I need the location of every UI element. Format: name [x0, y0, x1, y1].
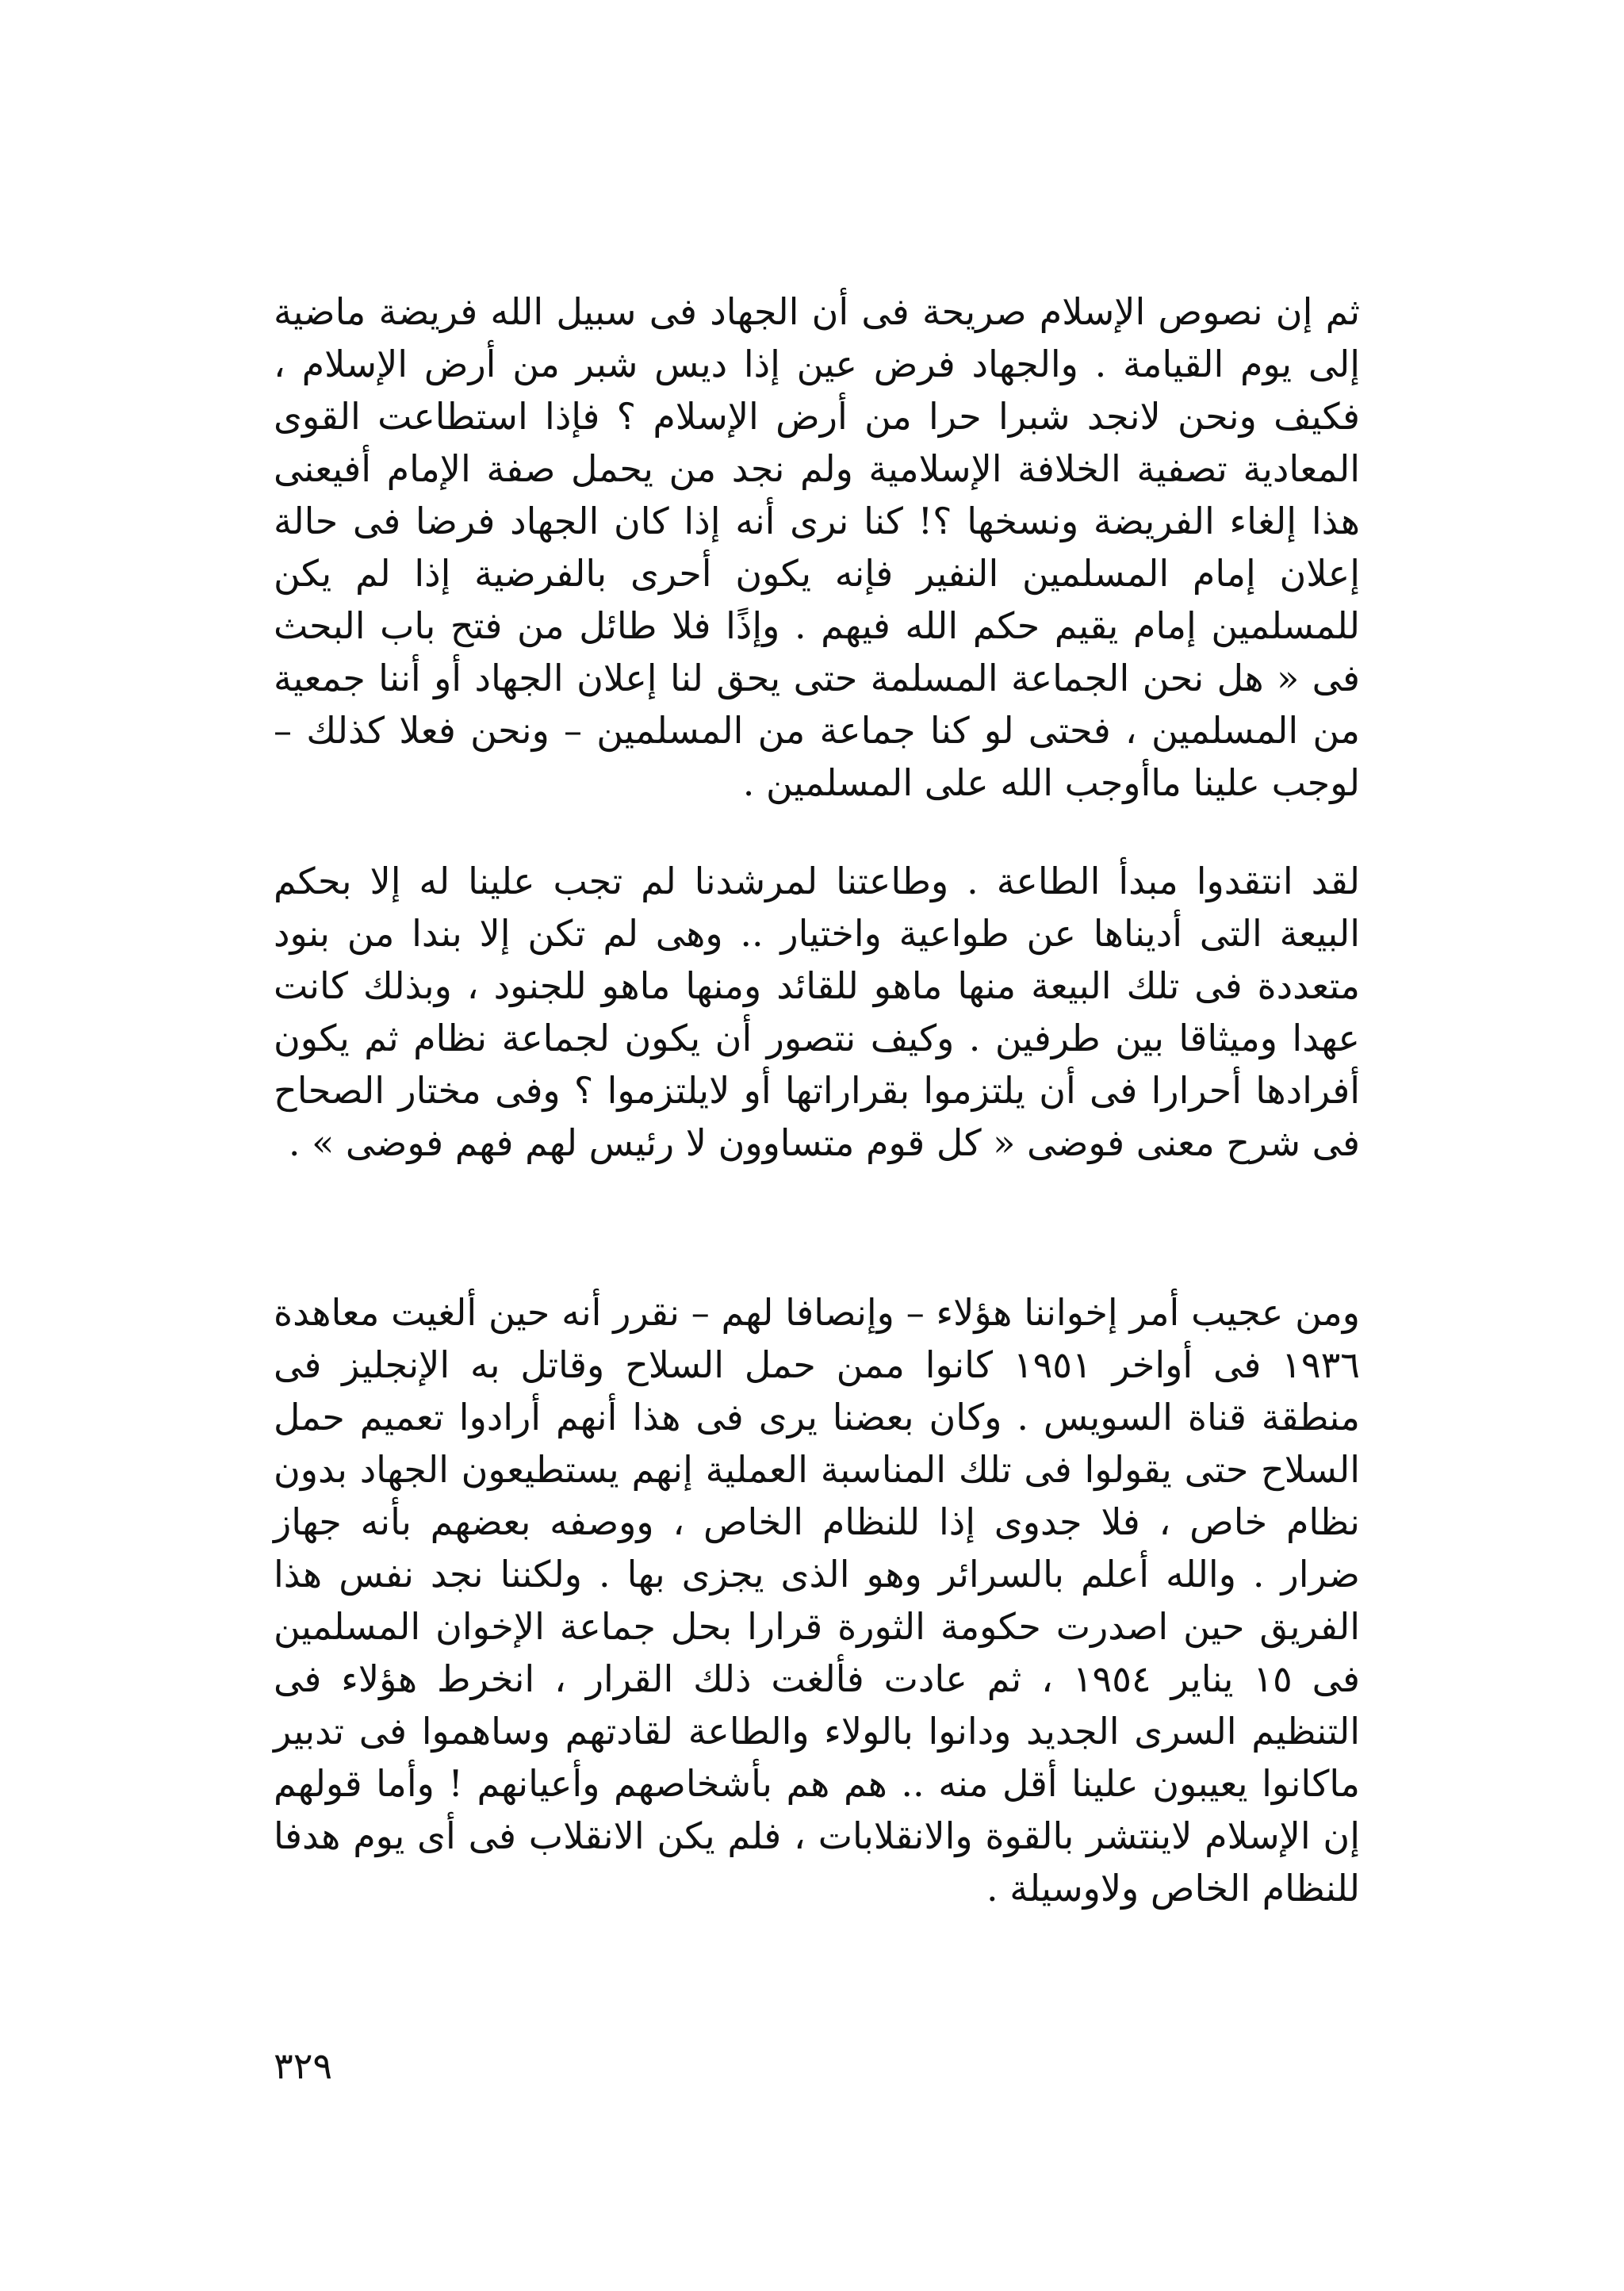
paragraph-1: ثم إن نصوص الإسلام صريحة فى أن الجهاد فى سبيل الله فريضة ماضية إلى يوم القيامة . والجهاد فرض عين إذا ديس شبر من أرض الإسلام ، فكيف ونحن لانجد شبرا حرا من أرض الإسلام ؟ فإذا استطاعت القوى المعادية تصفية الخلافة الإسلامية ولم نجد من يحمل صفة الإمام أفيعنى هذا إلغاء الفريضة ونسخها ؟! كنا نرى أنه إذا كان الجهاد فرضا فى حالة إعلان إمام المسلمين النفير فإنه يكون أحرى بالفرضية إذا لم يكن للمسلمين إمام يقيم حكم الله فيهم . وإذًا فلا طائل من فتح باب البحث فى « هل نحن الجماعة المسلمة حتى يحق لنا إعلان الجهاد أو أننا جمعية من المسلمين ، فحتى لو كنا جماعة من المسلمين – ونحن فعلا كذلك – لوجب علينا ماأوجب الله على المسلمين . — [274, 290, 1360, 804]
paragraph-3: ومن عجيب أمر إخواننا هؤلاء – وإنصافا لهم – نقرر أنه حين ألغيت معاهدة ١٩٣٦ فى أواخر ١٩٥١ كانوا ممن حمل السلاح وقاتل به الإنجليز فى منطقة قناة السويس . وكان بعضنا يرى فى هذا أنهم أرادوا تعميم حمل السلاح حتى يقولوا فى تلك المناسبة العملية إنهم يستطيعون الجهاد بدون نظام خاص ، فلا جدوى إذا للنظام الخاص ، ووصفه بعضهم بأنه جهاز ضرار . والله أعلم بالسرائر وهو الذى يجزى بها . ولكننا نجد نفس هذا الفريق حين اصدرت حكومة الثورة قرارا بحل جماعة الإخوان المسلمين فى ١٥ يناير ١٩٥٤ ، ثم عادت فألغت ذلك القرار ، انخرط هؤلاء فى التنظيم السرى الجديد ودانوا بالولاء والطاعة لقادتهم وساهموا فى تدبير ماكانوا يعيبون علينا أقل منه .. هم هم بأشخاصهم وأعيانهم ! وأما قولهم إن الإسلام لاينتشر بالقوة والانقلابات ، فلم يكن الانقلاب فى أى يوم هدفا للنظام الخاص ولاوسيلة . — [274, 1291, 1361, 1910]
page-number: ٣٢٩ — [274, 2044, 333, 2087]
paragraph-2: لقد انتقدوا مبدأ الطاعة . وطاعتنا لمرشدنا لم تجب علينا له إلا بحكم البيعة التى أديناها عن طواعية واختيار .. وهى لم تكن إلا بندا من بنود متعددة فى تلك البيعة منها ماهو للقائد ومنها ماهو للجنود ، وبذلك كانت عهدا وميثاقا بين طرفين . وكيف نتصور أن يكون لجماعة نظام ثم يكون أفرادها أحرارا فى أن يلتزموا بقراراتها أو لايلتزموا ؟ وفى مختار الصحاح فى شرح معنى فوضى « كل قوم متساوون لا رئيس لهم فهم فوضى » . — [274, 860, 1360, 1164]
